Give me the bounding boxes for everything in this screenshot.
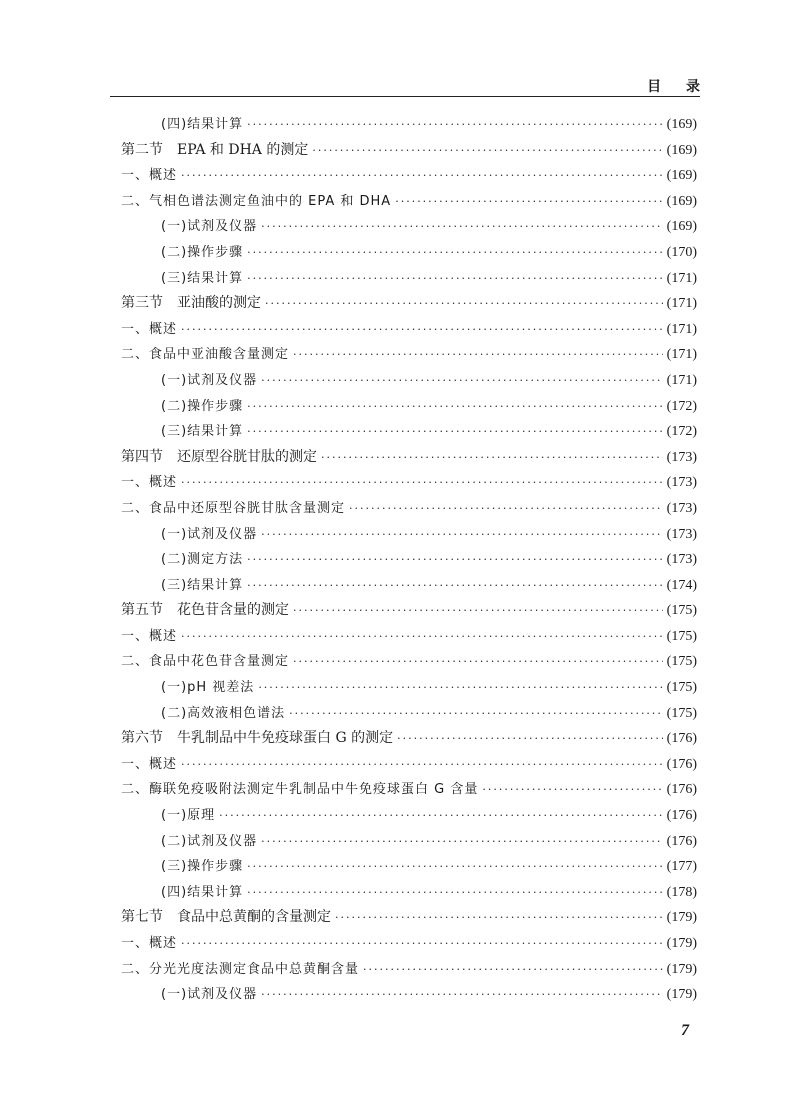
dot-leader <box>181 931 663 957</box>
toc-entry[interactable] <box>121 752 697 778</box>
dot-leader <box>312 138 662 164</box>
toc-section-entry[interactable] <box>121 138 697 164</box>
toc-entry-page: (169) <box>666 168 697 184</box>
toc-entry-page: (171) <box>666 296 697 312</box>
toc-entry-page: (171) <box>666 321 697 337</box>
toc-entry-page: (171) <box>666 372 697 388</box>
toc-entry-label: (一)试剂及仪器 <box>161 372 258 388</box>
toc-entry-page: (177) <box>666 859 697 875</box>
toc-entry[interactable] <box>121 803 697 829</box>
dot-leader <box>181 752 663 778</box>
toc-entry[interactable] <box>121 394 697 420</box>
toc-entry-label: 一、概述 <box>121 628 178 644</box>
toc-entry-page: (176) <box>666 756 697 772</box>
toc-entry[interactable] <box>121 675 697 701</box>
toc-entry-page: (171) <box>666 270 697 286</box>
dot-leader <box>247 854 663 880</box>
toc-entry[interactable] <box>121 649 697 675</box>
toc-entry-label: 二、酶联免疫吸附法测定牛乳制品中牛免疫球蛋白 G 含量 <box>121 782 479 798</box>
toc-entry-label: (二)操作步骤 <box>161 244 244 260</box>
toc-entry-page: (175) <box>666 628 697 644</box>
toc-entry-page: (170) <box>666 244 697 260</box>
toc-entry-page: (179) <box>666 936 697 951</box>
dot-leader <box>247 880 663 906</box>
toc-entry-label: 一、概述 <box>121 475 178 491</box>
toc-entry-page: (173) <box>666 449 697 465</box>
toc-entry[interactable] <box>121 573 697 599</box>
toc-entry-label: (三)结果计算 <box>161 577 244 593</box>
dot-leader <box>293 649 663 675</box>
toc-entry-page: (171) <box>666 347 697 363</box>
toc-entry-label: 二、食品中亚油酸含量测定 <box>121 347 290 363</box>
toc-section-entry[interactable] <box>121 598 697 624</box>
toc-entry-label: 第五节 花色苷含量的测定 <box>121 602 289 619</box>
toc-entry-page: (175) <box>666 654 697 670</box>
dot-leader <box>247 240 663 266</box>
toc-entry-page: (169) <box>666 117 697 132</box>
toc-entry-page: (179) <box>666 961 697 977</box>
dot-leader <box>395 189 662 215</box>
header-title: 目 录 <box>647 79 710 95</box>
toc-entry-label: (二)高效液相色谱法 <box>161 705 286 721</box>
toc-entry-label: (一)试剂及仪器 <box>161 526 258 542</box>
toc-entry-page: (179) <box>666 987 697 1003</box>
toc-entry-page: (175) <box>666 680 697 696</box>
toc-entry[interactable] <box>121 982 697 1008</box>
toc-entry-page: (173) <box>666 552 697 568</box>
toc-section-entry[interactable] <box>121 445 697 471</box>
toc-entry-page: (178) <box>666 884 697 900</box>
dot-leader <box>289 701 663 727</box>
toc-entry-page: (175) <box>666 603 697 619</box>
toc-entry[interactable] <box>121 829 697 855</box>
toc-entry[interactable] <box>121 701 697 727</box>
toc-entry-page: (173) <box>666 475 697 491</box>
toc-entry[interactable] <box>121 470 697 496</box>
toc-entry[interactable] <box>121 624 697 650</box>
toc-entry-label: 一、概述 <box>121 756 178 772</box>
dot-leader <box>397 726 663 752</box>
toc-entry-label: 一、概述 <box>121 936 178 951</box>
toc-entry-label: 二、食品中花色苷含量测定 <box>121 654 290 670</box>
toc-entry[interactable] <box>121 931 697 957</box>
toc-entry[interactable] <box>121 317 697 343</box>
toc-entry-page: (169) <box>666 219 697 235</box>
toc-entry-label: (三)操作步骤 <box>161 859 244 875</box>
toc-entry-page: (169) <box>666 142 697 158</box>
dot-leader <box>261 214 663 240</box>
dot-leader <box>293 342 663 368</box>
dot-leader <box>258 675 662 701</box>
toc-entry-page: (172) <box>666 424 697 440</box>
toc-entry[interactable] <box>121 240 697 266</box>
toc-entry-page: (169) <box>666 193 697 209</box>
dot-leader <box>261 522 663 548</box>
dot-leader <box>363 957 663 983</box>
toc-entry-label: 第四节 还原型谷胱甘肽的测定 <box>121 448 317 465</box>
dot-leader <box>293 598 663 624</box>
toc-entry[interactable] <box>121 957 697 983</box>
dot-leader <box>247 419 663 445</box>
dot-leader <box>181 163 663 189</box>
dot-leader <box>247 573 663 599</box>
dot-leader <box>219 803 663 829</box>
toc-entry-label: 第六节 牛乳制品中牛免疫球蛋白 G 的测定 <box>121 730 394 747</box>
toc-entry[interactable] <box>121 880 697 906</box>
toc-entry-label: 第七节 食品中总黄酮的含量测定 <box>121 909 331 926</box>
toc-entry[interactable] <box>121 214 697 240</box>
toc-entry-page: (176) <box>666 833 697 849</box>
toc-entry-page: (174) <box>666 577 697 593</box>
toc-entry-label: 二、分光光度法测定食品中总黄酮含量 <box>121 961 360 977</box>
toc-entry-page: (173) <box>666 500 697 516</box>
toc-entry[interactable] <box>121 419 697 445</box>
toc-entry-label: (二)操作步骤 <box>161 398 244 414</box>
dot-leader <box>247 394 663 420</box>
toc-entry-label: 二、气相色谱法测定鱼油中的 EPA 和 DHA <box>121 193 392 209</box>
toc-entry[interactable] <box>121 112 697 138</box>
toc-entry-label: 第三节 亚油酸的测定 <box>121 295 261 312</box>
toc-entry[interactable] <box>121 496 697 522</box>
toc-entry-label: (四)结果计算 <box>161 884 244 900</box>
dot-leader <box>181 317 663 343</box>
dot-leader <box>247 112 663 138</box>
toc-entry[interactable] <box>121 163 697 189</box>
toc-entry[interactable] <box>121 547 697 573</box>
toc-entry[interactable] <box>121 522 697 548</box>
toc-entry-label: (二)测定方法 <box>161 552 244 568</box>
toc-entry[interactable] <box>121 777 697 803</box>
toc-entry-label: (一)试剂及仪器 <box>161 219 258 235</box>
toc-section-entry[interactable] <box>121 726 697 752</box>
toc-entry-page: (172) <box>666 398 697 414</box>
toc-entry[interactable] <box>121 189 697 215</box>
toc-entry-page: (179) <box>666 910 697 926</box>
dot-leader <box>247 266 663 292</box>
toc-entry-page: (176) <box>666 782 697 798</box>
dot-leader <box>247 547 663 573</box>
toc-entry-label: 二、食品中还原型谷胱甘肽含量测定 <box>121 500 346 516</box>
page-header <box>110 74 710 97</box>
dot-leader <box>261 368 663 394</box>
toc-entry-label: (一)试剂及仪器 <box>161 987 258 1003</box>
toc-entry[interactable] <box>121 342 697 368</box>
toc-section-entry[interactable] <box>121 291 697 317</box>
toc-entry[interactable] <box>121 368 697 394</box>
dot-leader <box>261 829 663 855</box>
dot-leader <box>265 291 663 317</box>
toc-entry-label: (二)试剂及仪器 <box>161 833 258 849</box>
dot-leader <box>335 905 663 931</box>
toc-entry-page: (173) <box>666 526 697 542</box>
toc-entry-label: (一)pH 视差法 <box>161 680 255 696</box>
toc-entry-label: 一、概述 <box>121 168 178 184</box>
dot-leader <box>181 470 663 496</box>
toc-entry-page: (175) <box>666 705 697 721</box>
toc-entry[interactable] <box>121 854 697 880</box>
dot-leader <box>349 496 663 522</box>
dot-leader <box>321 445 663 471</box>
page-number: 7 <box>681 1022 689 1039</box>
toc-entry-label: (三)结果计算 <box>161 424 244 440</box>
toc-entry-page: (176) <box>666 808 697 824</box>
toc-entry-page: (176) <box>666 731 697 747</box>
toc-entry-label: 第二节 EPA 和 DHA 的测定 <box>121 141 309 158</box>
dot-leader <box>181 624 663 650</box>
table-of-contents <box>121 112 697 1008</box>
toc-entry-label: (一)原理 <box>161 808 216 824</box>
toc-entry-label: (三)结果计算 <box>161 270 244 286</box>
toc-entry-label: 一、概述 <box>121 321 178 337</box>
toc-section-entry[interactable] <box>121 905 697 931</box>
toc-entry-label: (四)结果计算 <box>161 117 244 132</box>
dot-leader <box>261 982 663 1008</box>
dot-leader <box>482 777 662 803</box>
toc-entry[interactable] <box>121 266 697 292</box>
